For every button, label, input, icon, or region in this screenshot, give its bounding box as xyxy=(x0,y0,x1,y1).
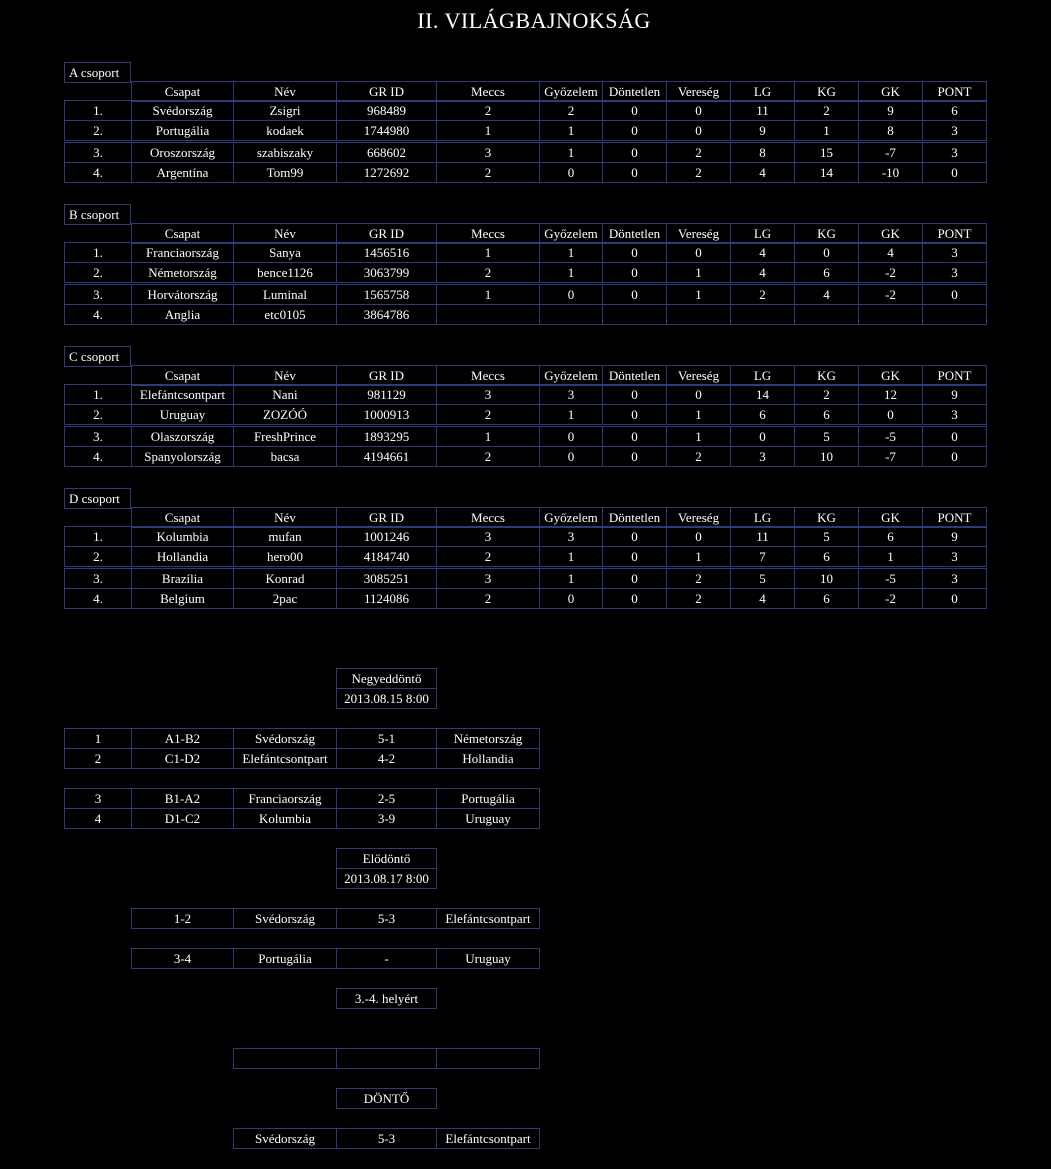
table-cell: 2 xyxy=(436,588,540,609)
column-header: GR ID xyxy=(336,365,437,386)
column-header: GK xyxy=(858,507,923,528)
table-cell: Hollandia xyxy=(131,546,234,567)
table-cell: Franciaország xyxy=(131,242,234,263)
match-cell: 3-9 xyxy=(336,808,437,829)
table-cell: 2 xyxy=(666,162,731,183)
table-cell: 2 xyxy=(436,404,540,425)
table-cell: Svédország xyxy=(131,100,234,121)
table-cell: 2 xyxy=(730,284,795,305)
table-cell: 8 xyxy=(858,120,923,141)
table-cell: Zsigri xyxy=(233,100,337,121)
table-cell: 981129 xyxy=(336,384,437,405)
table-cell: 968489 xyxy=(336,100,437,121)
table-cell: 2 xyxy=(436,162,540,183)
table-cell: Belgium xyxy=(131,588,234,609)
column-header: Meccs xyxy=(436,223,540,244)
table-cell: 0 xyxy=(602,446,667,467)
table-cell: 0 xyxy=(666,526,731,547)
table-cell: 2 xyxy=(666,446,731,467)
column-header: GK xyxy=(858,223,923,244)
match-cell: 5-1 xyxy=(336,728,437,749)
match-cell: Elefántcsontpart xyxy=(436,1128,540,1149)
table-cell: 0 xyxy=(602,404,667,425)
table-cell: 10 xyxy=(794,568,859,589)
table-cell: szabiszaky xyxy=(233,142,337,163)
group-label: A csoport xyxy=(64,62,131,83)
table-cell: 1 xyxy=(436,242,540,263)
table-cell xyxy=(730,304,795,325)
table-cell: 1 xyxy=(539,262,603,283)
match-cell: A1-B2 xyxy=(131,728,234,749)
table-cell: 4 xyxy=(730,162,795,183)
table-cell: 0 xyxy=(794,242,859,263)
match-cell: Elefántcsontpart xyxy=(436,908,540,929)
table-cell: 2 xyxy=(666,142,731,163)
table-cell: Elefántcsontpart xyxy=(131,384,234,405)
column-header: KG xyxy=(794,365,859,386)
group-label: D csoport xyxy=(64,488,131,509)
table-cell: 5 xyxy=(794,526,859,547)
table-cell: 2 xyxy=(666,568,731,589)
table-cell xyxy=(436,304,540,325)
table-cell: 4184740 xyxy=(336,546,437,567)
table-cell: 3 xyxy=(436,384,540,405)
table-cell: 1. xyxy=(64,242,132,263)
table-cell: 3. xyxy=(64,568,132,589)
stage-label: DÖNTŐ xyxy=(336,1088,437,1109)
table-cell: 2 xyxy=(436,446,540,467)
table-cell: 14 xyxy=(794,162,859,183)
table-cell: 3. xyxy=(64,284,132,305)
table-cell: Németország xyxy=(131,262,234,283)
table-cell: Brazília xyxy=(131,568,234,589)
table-cell: 2 xyxy=(436,262,540,283)
table-cell: 3 xyxy=(922,120,987,141)
column-header: Név xyxy=(233,507,337,528)
stage-label: 3.-4. helyért xyxy=(336,988,437,1009)
table-cell: 3 xyxy=(730,446,795,467)
column-header: GR ID xyxy=(336,81,437,102)
match-cell: 4-2 xyxy=(336,748,437,769)
column-header: Vereség xyxy=(666,223,731,244)
table-cell: 668602 xyxy=(336,142,437,163)
table-cell: 0 xyxy=(602,142,667,163)
table-cell: 1. xyxy=(64,526,132,547)
table-cell: 1 xyxy=(539,546,603,567)
table-cell: 1272692 xyxy=(336,162,437,183)
match-cell: 5-3 xyxy=(336,1128,437,1149)
match-cell: 3-4 xyxy=(131,948,234,969)
table-cell: 3 xyxy=(922,404,987,425)
table-cell: 1. xyxy=(64,100,132,121)
match-cell: 1 xyxy=(64,728,132,749)
table-cell: 1893295 xyxy=(336,426,437,447)
match-cell: Hollandia xyxy=(436,748,540,769)
table-cell: 0 xyxy=(539,446,603,467)
table-cell: 1 xyxy=(539,142,603,163)
table-cell: 1 xyxy=(858,546,923,567)
table-cell: Luminal xyxy=(233,284,337,305)
table-cell: 1 xyxy=(666,262,731,283)
table-cell: 1001246 xyxy=(336,526,437,547)
column-header: Vereség xyxy=(666,81,731,102)
table-cell: 1. xyxy=(64,384,132,405)
match-cell xyxy=(436,1048,540,1069)
column-header: Csapat xyxy=(131,223,234,244)
column-header: LG xyxy=(730,507,795,528)
match-cell: 5-3 xyxy=(336,908,437,929)
table-cell: 2pac xyxy=(233,588,337,609)
table-cell: 4 xyxy=(730,262,795,283)
column-header: GK xyxy=(858,81,923,102)
table-cell: 3 xyxy=(436,526,540,547)
column-header: Döntetlen xyxy=(602,81,667,102)
table-cell: 0 xyxy=(539,426,603,447)
table-cell: 1000913 xyxy=(336,404,437,425)
table-cell: -5 xyxy=(858,426,923,447)
table-cell: 0 xyxy=(666,120,731,141)
table-cell: 0 xyxy=(602,162,667,183)
table-cell: 3. xyxy=(64,142,132,163)
column-header: GR ID xyxy=(336,507,437,528)
table-cell: 0 xyxy=(730,426,795,447)
match-cell: Uruguay xyxy=(436,948,540,969)
table-cell: etc0105 xyxy=(233,304,337,325)
table-cell: 14 xyxy=(730,384,795,405)
table-cell: 11 xyxy=(730,526,795,547)
column-header: PONT xyxy=(922,365,987,386)
table-cell: 0 xyxy=(602,526,667,547)
table-cell: 6 xyxy=(794,404,859,425)
table-cell: 6 xyxy=(922,100,987,121)
column-header: PONT xyxy=(922,507,987,528)
table-cell: bence1126 xyxy=(233,262,337,283)
column-header: LG xyxy=(730,365,795,386)
column-header: Név xyxy=(233,81,337,102)
table-cell: 3 xyxy=(922,242,987,263)
table-cell: 0 xyxy=(602,568,667,589)
table-cell: 1456516 xyxy=(336,242,437,263)
table-cell: 3 xyxy=(922,568,987,589)
match-cell: 3 xyxy=(64,788,132,809)
match-cell: Franciaország xyxy=(233,788,337,809)
column-header: Csapat xyxy=(131,365,234,386)
column-header: Győzelem xyxy=(539,81,603,102)
table-cell: 0 xyxy=(602,546,667,567)
table-cell xyxy=(539,304,603,325)
match-cell: 1-2 xyxy=(131,908,234,929)
table-cell: 1 xyxy=(666,404,731,425)
table-cell: 0 xyxy=(539,162,603,183)
table-cell: 1 xyxy=(436,426,540,447)
table-cell: Argentína xyxy=(131,162,234,183)
match-cell: Portugália xyxy=(436,788,540,809)
match-cell: Uruguay xyxy=(436,808,540,829)
table-cell: 1 xyxy=(539,404,603,425)
table-cell: 3 xyxy=(436,142,540,163)
table-cell: 0 xyxy=(602,384,667,405)
table-cell: 4. xyxy=(64,588,132,609)
table-cell: 4 xyxy=(730,242,795,263)
stage-date: 2013.08.15 8:00 xyxy=(336,688,437,709)
table-cell: 0 xyxy=(922,588,987,609)
table-cell: 3 xyxy=(539,526,603,547)
table-cell: -7 xyxy=(858,142,923,163)
table-cell: 2 xyxy=(436,546,540,567)
table-cell: 1 xyxy=(436,284,540,305)
table-cell: 4194661 xyxy=(336,446,437,467)
table-cell: 4. xyxy=(64,446,132,467)
match-cell xyxy=(336,1048,437,1069)
table-cell: 1 xyxy=(539,120,603,141)
table-cell: 0 xyxy=(666,242,731,263)
match-cell: Portugália xyxy=(233,948,337,969)
match-cell: 2 xyxy=(64,748,132,769)
table-cell: 1 xyxy=(436,120,540,141)
table-cell: 9 xyxy=(730,120,795,141)
table-cell: 1 xyxy=(539,242,603,263)
table-cell: 2. xyxy=(64,546,132,567)
table-cell: 0 xyxy=(602,588,667,609)
table-cell: 2 xyxy=(794,100,859,121)
table-cell: 4 xyxy=(794,284,859,305)
match-cell: Svédország xyxy=(233,1128,337,1149)
table-cell: 6 xyxy=(794,262,859,283)
table-cell: 4. xyxy=(64,304,132,325)
table-cell: 3. xyxy=(64,426,132,447)
table-cell: mufan xyxy=(233,526,337,547)
table-cell: 1 xyxy=(666,284,731,305)
page-title: II. VILÁGBAJNOKSÁG xyxy=(417,8,651,33)
column-header: KG xyxy=(794,81,859,102)
table-cell: 3063799 xyxy=(336,262,437,283)
column-header: Döntetlen xyxy=(602,365,667,386)
column-header: Vereség xyxy=(666,365,731,386)
column-header: Vereség xyxy=(666,507,731,528)
match-cell: Svédország xyxy=(233,728,337,749)
table-cell: Uruguay xyxy=(131,404,234,425)
column-header: Győzelem xyxy=(539,223,603,244)
group-label: C csoport xyxy=(64,346,131,367)
match-cell: Svédország xyxy=(233,908,337,929)
table-cell: 4. xyxy=(64,162,132,183)
table-cell: 7 xyxy=(730,546,795,567)
table-cell: 10 xyxy=(794,446,859,467)
column-header: LG xyxy=(730,81,795,102)
column-header: KG xyxy=(794,507,859,528)
stage-date: 2013.08.17 8:00 xyxy=(336,868,437,889)
table-cell: 0 xyxy=(922,426,987,447)
column-header: Csapat xyxy=(131,507,234,528)
table-cell xyxy=(666,304,731,325)
table-cell: Konrad xyxy=(233,568,337,589)
table-cell: 2. xyxy=(64,120,132,141)
column-header: Meccs xyxy=(436,507,540,528)
column-header: PONT xyxy=(922,81,987,102)
table-cell: 15 xyxy=(794,142,859,163)
table-cell: Nani xyxy=(233,384,337,405)
table-cell: -2 xyxy=(858,262,923,283)
match-cell: C1-D2 xyxy=(131,748,234,769)
column-header: Név xyxy=(233,223,337,244)
table-cell: 2 xyxy=(539,100,603,121)
table-cell: 1 xyxy=(666,426,731,447)
table-cell: 0 xyxy=(602,100,667,121)
table-cell: Portugália xyxy=(131,120,234,141)
column-header: Meccs xyxy=(436,81,540,102)
table-cell: 4 xyxy=(858,242,923,263)
table-cell: 5 xyxy=(794,426,859,447)
table-cell: 6 xyxy=(858,526,923,547)
table-cell: Horvátország xyxy=(131,284,234,305)
column-header: Név xyxy=(233,365,337,386)
table-cell: 1565758 xyxy=(336,284,437,305)
table-cell: 2. xyxy=(64,404,132,425)
table-cell: hero00 xyxy=(233,546,337,567)
table-cell: 6 xyxy=(730,404,795,425)
table-cell: 8 xyxy=(730,142,795,163)
table-cell: 0 xyxy=(922,284,987,305)
table-cell: 0 xyxy=(602,120,667,141)
column-header: GK xyxy=(858,365,923,386)
table-cell: Anglia xyxy=(131,304,234,325)
stage-label: Negyeddöntő xyxy=(336,668,437,689)
table-cell: 0 xyxy=(666,384,731,405)
table-cell: 0 xyxy=(539,588,603,609)
match-cell: Kolumbia xyxy=(233,808,337,829)
table-cell: 2 xyxy=(436,100,540,121)
table-cell: Sanya xyxy=(233,242,337,263)
column-header: Meccs xyxy=(436,365,540,386)
table-cell xyxy=(922,304,987,325)
table-cell: 1 xyxy=(666,546,731,567)
table-cell: -5 xyxy=(858,568,923,589)
table-cell: 0 xyxy=(922,446,987,467)
table-cell: 6 xyxy=(794,546,859,567)
table-cell: 9 xyxy=(922,526,987,547)
match-cell: 4 xyxy=(64,808,132,829)
match-cell: B1-A2 xyxy=(131,788,234,809)
table-cell: 1 xyxy=(539,568,603,589)
table-cell: 1124086 xyxy=(336,588,437,609)
table-cell: 11 xyxy=(730,100,795,121)
match-cell: 2-5 xyxy=(336,788,437,809)
table-cell: 6 xyxy=(794,588,859,609)
table-cell: kodaek xyxy=(233,120,337,141)
table-cell: -2 xyxy=(858,588,923,609)
table-cell: 3 xyxy=(922,262,987,283)
column-header: Döntetlen xyxy=(602,223,667,244)
column-header: KG xyxy=(794,223,859,244)
table-cell: 3 xyxy=(922,142,987,163)
table-cell xyxy=(602,304,667,325)
column-header: PONT xyxy=(922,223,987,244)
table-cell: 3085251 xyxy=(336,568,437,589)
stage-label: Elődöntő xyxy=(336,848,437,869)
column-header: Győzelem xyxy=(539,507,603,528)
table-cell: Tom99 xyxy=(233,162,337,183)
table-cell: 5 xyxy=(730,568,795,589)
match-cell: Elefántcsontpart xyxy=(233,748,337,769)
table-cell: 0 xyxy=(858,404,923,425)
table-cell: -10 xyxy=(858,162,923,183)
table-cell: 0 xyxy=(922,162,987,183)
table-cell: 1 xyxy=(794,120,859,141)
match-cell xyxy=(233,1048,337,1069)
table-cell: 12 xyxy=(858,384,923,405)
table-cell xyxy=(858,304,923,325)
table-cell xyxy=(794,304,859,325)
table-cell: 2 xyxy=(794,384,859,405)
table-cell: Spanyolország xyxy=(131,446,234,467)
table-cell: bacsa xyxy=(233,446,337,467)
table-cell: 0 xyxy=(602,284,667,305)
table-cell: 0 xyxy=(602,242,667,263)
table-cell: Olaszország xyxy=(131,426,234,447)
table-cell: 0 xyxy=(602,426,667,447)
group-label: B csoport xyxy=(64,204,131,225)
column-header: GR ID xyxy=(336,223,437,244)
table-cell: 2. xyxy=(64,262,132,283)
table-cell: 9 xyxy=(922,384,987,405)
column-header: Győzelem xyxy=(539,365,603,386)
table-cell: 4 xyxy=(730,588,795,609)
match-cell: D1-C2 xyxy=(131,808,234,829)
match-cell: Németország xyxy=(436,728,540,749)
match-cell: - xyxy=(336,948,437,969)
table-cell: 0 xyxy=(666,100,731,121)
table-cell: 3864786 xyxy=(336,304,437,325)
table-cell: 2 xyxy=(666,588,731,609)
column-header: Csapat xyxy=(131,81,234,102)
table-cell: 0 xyxy=(539,284,603,305)
table-cell: FreshPrince xyxy=(233,426,337,447)
table-cell: 3 xyxy=(922,546,987,567)
table-cell: 3 xyxy=(539,384,603,405)
table-cell: 9 xyxy=(858,100,923,121)
table-cell: Kolumbia xyxy=(131,526,234,547)
table-cell: -7 xyxy=(858,446,923,467)
table-cell: Oroszország xyxy=(131,142,234,163)
table-cell: 0 xyxy=(602,262,667,283)
column-header: LG xyxy=(730,223,795,244)
table-cell: 3 xyxy=(436,568,540,589)
table-cell: 1744980 xyxy=(336,120,437,141)
table-cell: -2 xyxy=(858,284,923,305)
column-header: Döntetlen xyxy=(602,507,667,528)
table-cell: ZOZÓÓ xyxy=(233,404,337,425)
